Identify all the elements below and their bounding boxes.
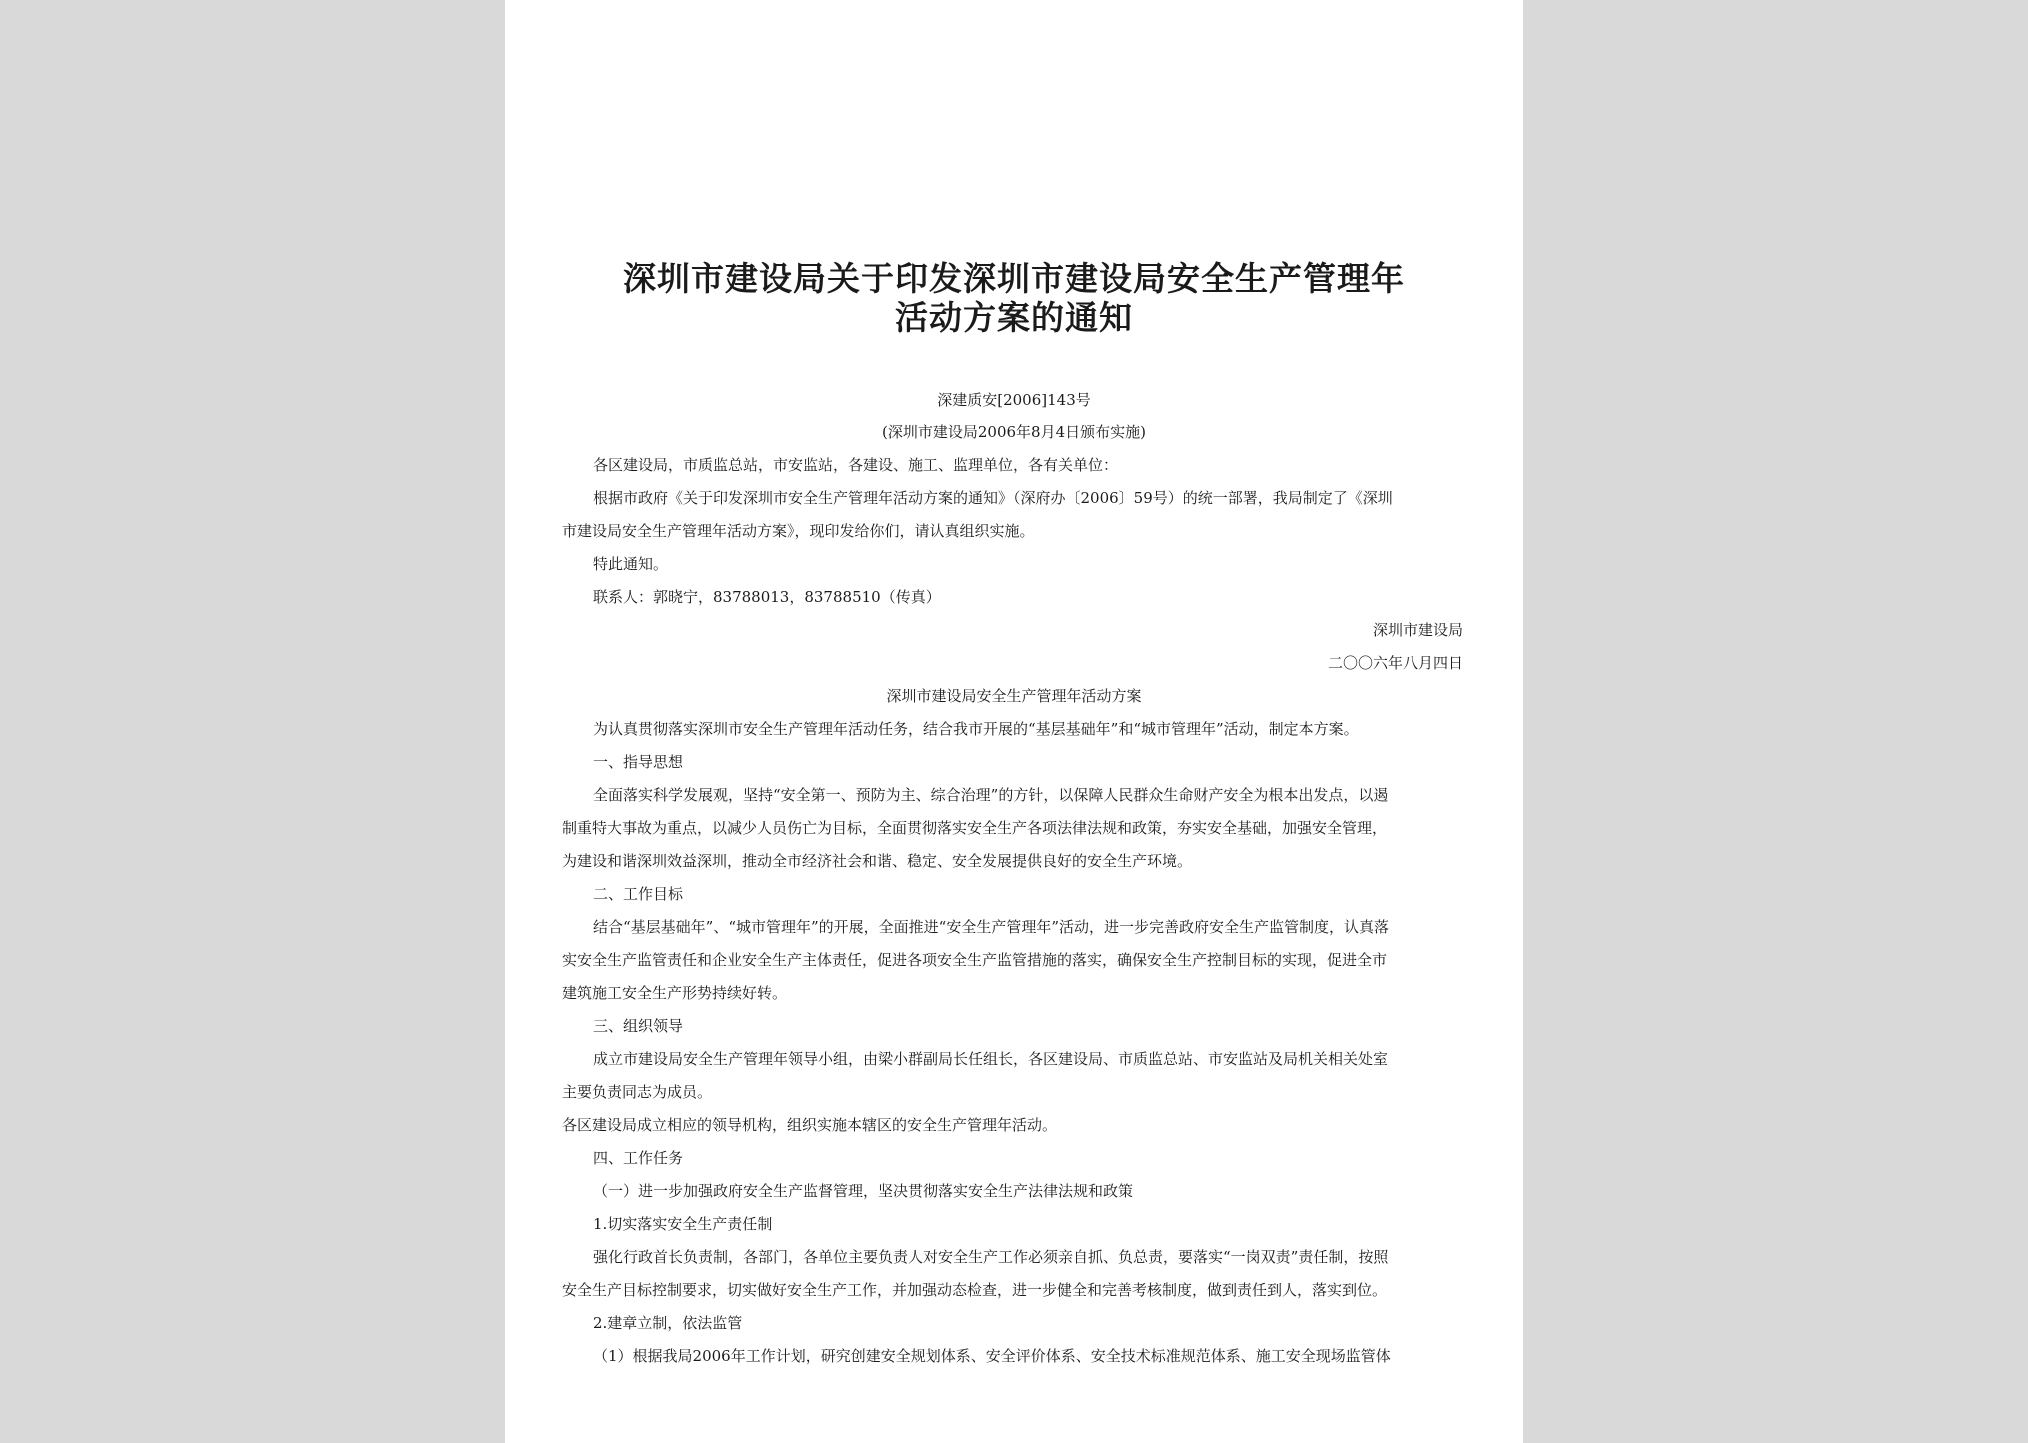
notice-line: 特此通知。 — [593, 555, 669, 573]
paragraph-line: 结合“基层基础年”、“城市管理年”的开展，全面推进“安全生产管理年”活动，进一步完善政府安全生产监管制度，认真落 — [593, 918, 1390, 936]
contact-line: 联系人：郭晓宁，83788013，83788510（传真） — [593, 588, 941, 606]
document-title-line-1: 深圳市建设局关于印发深圳市建设局安全生产管理年 — [623, 259, 1405, 298]
paragraph-line: 实安全生产监管责任和企业安全生产主体责任，促进各项安全生产监管措施的落实，确保安全生产控制目标的实现，促进全市 — [562, 951, 1388, 969]
paragraph-line: （1）根据我局2006年工作计划，研究创建安全规划体系、安全评价体系、安全技术标准规范体系、施工安全现场监管体 — [593, 1347, 1391, 1365]
paragraph-line: 为认真贯彻落实深圳市安全生产管理年活动任务，结合我市开展的“基层基础年”和“城市管理年”活动，制定本方案。 — [593, 720, 1359, 738]
paragraph-line: 安全生产目标控制要求，切实做好安全生产工作，并加强动态检查，进一步健全和完善考核制度，做到责任到人，落实到位。 — [562, 1281, 1388, 1299]
paragraph-line: 各区建设局成立相应的领导机构，组织实施本辖区的安全生产管理年活动。 — [562, 1116, 1058, 1134]
item-heading: 2.建章立制，依法监管 — [593, 1314, 743, 1332]
paragraph-line: 市建设局安全生产管理年活动方案》，现印发给你们，请认真组织实施。 — [562, 522, 1035, 540]
document-title-line-2: 活动方案的通知 — [895, 298, 1133, 337]
signature: 深圳市建设局 — [1372, 621, 1463, 639]
paragraph-line: 成立市建设局安全生产管理年领导小组，由梁小群副局长任组长，各区建设局、市质监总站、市安监站及局机关相关处室 — [593, 1050, 1389, 1068]
subsection-heading: （一）进一步加强政府安全生产监督管理，坚决贯彻落实安全生产法律法规和政策 — [593, 1182, 1134, 1200]
plan-title: 深圳市建设局安全生产管理年活动方案 — [886, 687, 1142, 705]
paragraph-line: 制重特大事故为重点，以减少人员伤亡为目标，全面贯彻落实安全生产各项法律法规和政策，夯实安全基础，加强安全管理， — [562, 819, 1388, 837]
item-heading: 1.切实落实安全生产责任制 — [593, 1215, 773, 1233]
paragraph-line: 主要负责同志为成员。 — [562, 1083, 713, 1101]
paragraph-line: 建筑施工安全生产形势持续好转。 — [562, 984, 788, 1002]
section-heading: 四、工作任务 — [593, 1149, 684, 1167]
paragraph-line: 全面落实科学发展观，坚持“安全第一、预防为主、综合治理”的方针，以保障人民群众生命财产安全为根本出发点，以遏 — [593, 786, 1389, 804]
paragraph-line: 根据市政府《关于印发深圳市安全生产管理年活动方案的通知》（深府办〔2006〕59号）的统一部署，我局制定了《深圳 — [593, 489, 1393, 507]
section-heading: 三、组织领导 — [593, 1017, 684, 1035]
signature-date: 二〇〇六年八月四日 — [1327, 654, 1463, 672]
paragraph-line: 为建设和谐深圳效益深圳，推动全市经济社会和谐、稳定、安全发展提供良好的安全生产环境。 — [562, 852, 1193, 870]
issue-note: (深圳市建设局2006年8月4日颁布实施) — [882, 423, 1146, 441]
paragraph-line: 强化行政首长负责制，各部门，各单位主要负责人对安全生产工作必须亲自抓、负总责，要落实“一岗双责”责任制，按照 — [593, 1248, 1389, 1266]
section-heading: 二、工作目标 — [593, 885, 684, 903]
document-page — [505, 0, 1523, 1443]
document-number: 深建质安[2006]143号 — [937, 391, 1091, 409]
addressee: 各区建设局，市质监总站，市安监站，各建设、施工、监理单位，各有关单位： — [593, 456, 1119, 474]
section-heading: 一、指导思想 — [593, 753, 684, 771]
